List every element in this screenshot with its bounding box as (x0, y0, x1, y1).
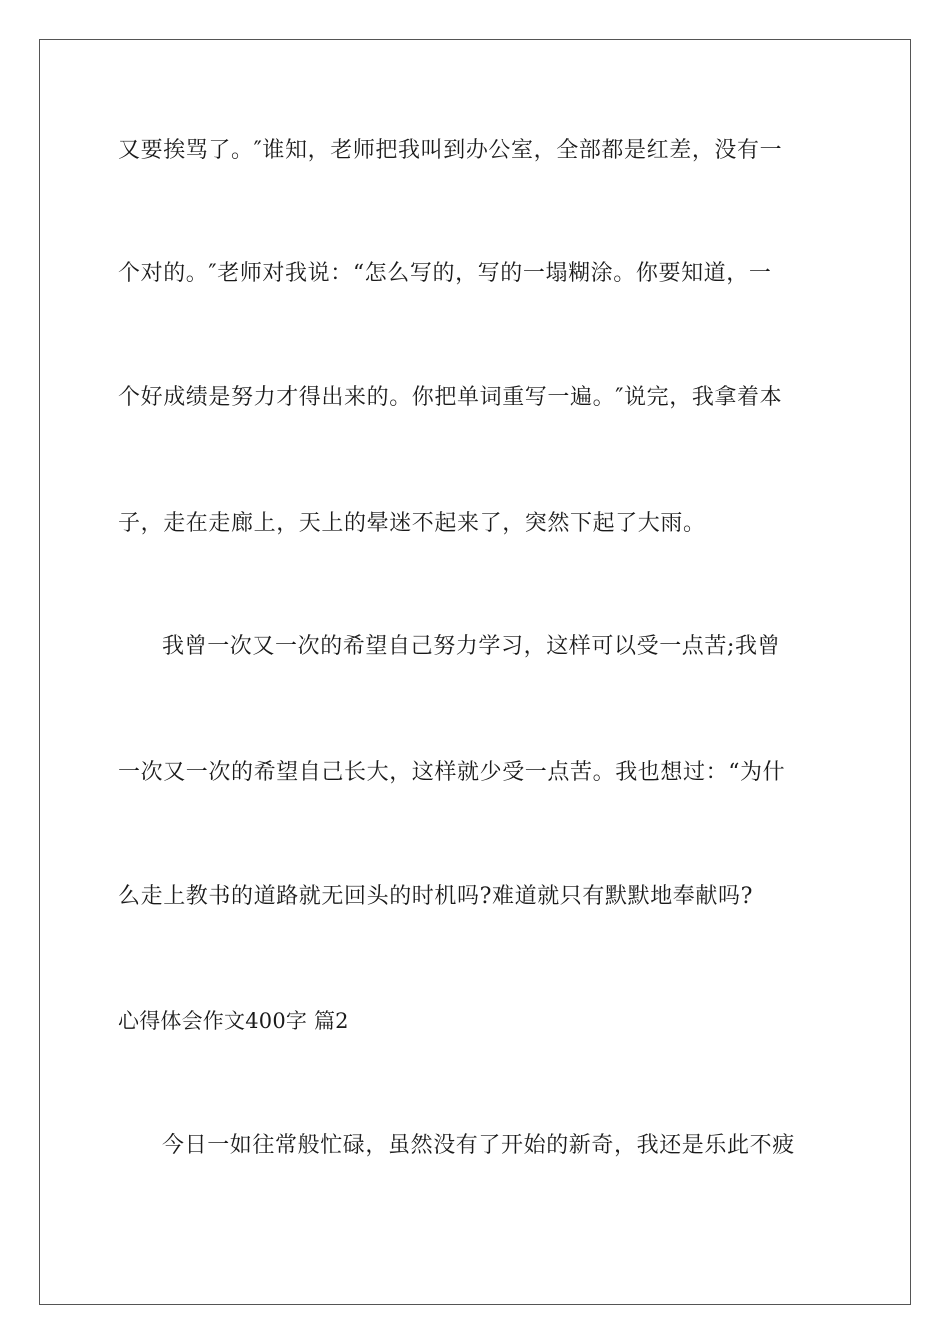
text-line: 个对的。″老师对我说：“怎么写的，写的一塌糊涂。你要知道，一 (118, 261, 772, 286)
text-line: 一次又一次的希望自己长大，这样就少受一点苦。我也想过：“为什 (118, 760, 786, 785)
paragraph-first-line: 今日一如往常般忙碌，虽然没有了开始的新奇，我还是乐此不疲 (162, 1133, 795, 1158)
paragraph-first-line: 我曾一次又一次的希望自己努力学习，这样可以受一点苦;我曾 (162, 634, 781, 659)
text-line: 子，走在走廊上，天上的晕迷不起来了，突然下起了大雨。 (118, 511, 706, 536)
section-heading: 心得体会作文400字 篇2 (118, 1009, 349, 1033)
text-line: 个好成绩是努力才得出来的。你把单词重写一遍。″说完，我拿着本 (118, 385, 783, 410)
text-line: 么走上教书的道路就无回头的时机吗?难道就只有默默地奉献吗? (118, 884, 753, 909)
text-line: 又要挨骂了。″谁知，老师把我叫到办公室，全部都是红差，没有一 (118, 138, 783, 163)
page-border (39, 39, 911, 1305)
